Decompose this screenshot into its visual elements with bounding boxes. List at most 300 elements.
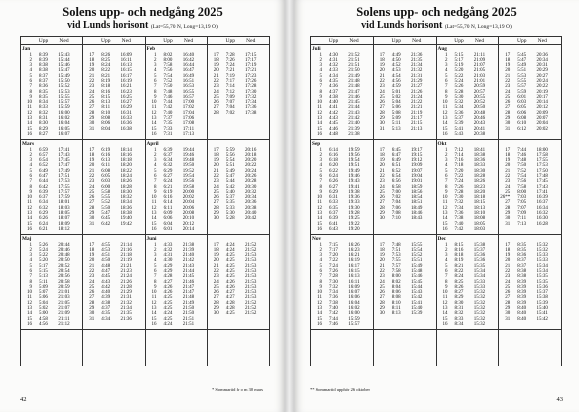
sunset-time: 20:34 — [536, 57, 548, 63]
sunrise-time: 7:37 — [163, 116, 173, 122]
sunset-time: 16:55 — [182, 89, 195, 95]
sunrise-time: 4:48 — [329, 131, 338, 137]
day-number: 26** — [500, 195, 511, 201]
sunrise-time: 8:18 — [101, 84, 111, 90]
sunset-time: 21:29 — [120, 290, 132, 296]
day-number: 23 — [89, 84, 95, 90]
day-number: 12 — [151, 110, 157, 116]
sunrise-time: 8:37 — [517, 258, 527, 264]
sunset-time: 20:04 — [182, 200, 195, 206]
sunset-time: 15:34 — [536, 263, 548, 269]
sunrise-time: 4:24 — [163, 311, 173, 317]
sunset-time: 21:09 — [58, 311, 70, 317]
sunset-time: 17:53 — [536, 163, 548, 169]
sunset-time: 20:58 — [58, 279, 70, 285]
day-number: 4 — [445, 163, 448, 169]
day-number: 11 — [27, 295, 32, 301]
sunset-time: 16:02 — [348, 306, 360, 312]
day-number: 2 — [154, 152, 157, 158]
sunrise-time: 7:35 — [163, 121, 173, 127]
sunrise-time: 5:08 — [391, 110, 401, 116]
day-number: 13 — [27, 306, 32, 312]
day-number: 29 — [505, 306, 511, 312]
sunrise-time: 6:01 — [517, 94, 527, 100]
sunset-time: 15:32 — [473, 316, 486, 322]
sunrise-time: 4:53 — [391, 68, 401, 74]
sunset-time: 20:50 — [473, 105, 486, 111]
sunset-time: 16:39 — [536, 195, 548, 201]
sunrise-time: 6:21 — [163, 184, 173, 190]
day-number: 17 — [505, 242, 511, 248]
day-number: 17 — [505, 147, 511, 153]
day-number: 5 — [154, 263, 157, 269]
sunset-time: 15:34 — [473, 274, 486, 280]
day-number: 2 — [319, 152, 322, 158]
day-number: 9 — [29, 94, 32, 100]
sunset-time: 20:08 — [182, 211, 195, 217]
sunrise-time: 8:15 — [101, 94, 111, 100]
sunrise-time: 4:37 — [329, 89, 338, 95]
day-number: 30 — [213, 311, 219, 317]
day-number: 3 — [154, 253, 157, 259]
sunset-time: 21:36 — [120, 316, 132, 322]
sunset-time: 21:26 — [411, 89, 423, 95]
sunrise-time: 6:34 — [163, 158, 173, 164]
day-number: 19 — [379, 63, 385, 69]
day-number: 11 — [151, 295, 157, 301]
sunset-time: 21:32 — [411, 68, 423, 74]
day-number: 25 — [505, 284, 511, 290]
sunrise-time: 8:33 — [39, 105, 48, 111]
sunrise-header: Upp — [101, 38, 111, 44]
sunrise-time: 8:26 — [454, 284, 464, 290]
day-number: 16 — [151, 321, 157, 327]
sunset-time: 21:18 — [120, 253, 132, 259]
sunset-time: 21:21 — [120, 263, 132, 269]
sunset-time: 18:24 — [120, 173, 132, 179]
sunrise-time: 8:32 — [39, 110, 48, 116]
day-number: 22 — [505, 173, 511, 179]
table-row — [83, 317, 144, 322]
day-number: 24 — [213, 279, 219, 285]
sunrise-time: 6:39 — [329, 216, 338, 222]
sunrise-time: 6:26 — [329, 179, 338, 185]
sunrise-time: 6:45 — [101, 216, 111, 222]
sunrise-time: 5:06 — [391, 105, 401, 111]
day-number: 12 — [27, 205, 32, 211]
day-number: 24 — [379, 184, 385, 190]
sunset-time: 20:41 — [473, 126, 486, 132]
sunset-time: 20:54 — [58, 268, 70, 274]
sunset-time: 21:32 — [120, 300, 132, 306]
sunrise-time: 7:28 — [329, 274, 338, 280]
day-header — [21, 37, 33, 44]
sunrise-time: 8:04 — [391, 284, 401, 290]
sunset-time: 20:46 — [473, 116, 486, 122]
sunset-time: 16:37 — [536, 200, 548, 206]
day-number: 3 — [319, 63, 322, 69]
day-number: 26 — [379, 195, 385, 201]
day-header — [499, 37, 511, 44]
sunset-time: 21:45 — [348, 100, 360, 106]
day-number: 9 — [154, 189, 157, 195]
day-number: 27 — [505, 200, 511, 206]
sunrise-time: 5:39 — [454, 121, 464, 127]
sunset-time: 16:53 — [182, 84, 195, 90]
day-number: 24 — [505, 279, 511, 285]
sunset-time: 19:54 — [182, 173, 195, 179]
sunset-time: 20:48 — [473, 110, 486, 116]
sunrise-time: 7:20 — [454, 168, 464, 174]
sunset-time: 17:08 — [182, 121, 195, 127]
sunset-time: 15:41 — [411, 300, 423, 306]
day-number: 26 — [379, 290, 385, 296]
day-number: 20 — [89, 68, 95, 74]
sunrise-time: 4:34 — [329, 73, 338, 79]
sunset-time: 15:59 — [58, 105, 70, 111]
sunset-time: 18:28 — [120, 184, 132, 190]
sunrise-time: 4:25 — [225, 253, 235, 259]
sunset-time: 21:52 — [245, 300, 257, 306]
table-row — [146, 227, 207, 232]
sunrise-time: 4:33 — [329, 68, 338, 74]
day-number: 22 — [89, 268, 95, 274]
sunset-time: 19:41 — [348, 184, 360, 190]
sunrise-time: 6:19 — [163, 189, 173, 195]
sunset-time: 20:43 — [473, 121, 486, 127]
sunrise-time: 8:38 — [39, 63, 48, 69]
sunset-time: 16:27 — [120, 100, 132, 106]
sunset-header: Ned — [474, 38, 485, 44]
month-rows — [208, 53, 269, 117]
sunrise-time: 6:06 — [163, 216, 173, 222]
sunrise-time: 8:02 — [163, 52, 173, 58]
sunrise-time: 4:56 — [39, 321, 48, 327]
day-number: 6 — [154, 268, 157, 274]
day-number: 22 — [213, 173, 219, 179]
coordinates: (Lat=55,70 N, Long=13,19 O) — [444, 24, 512, 30]
sunrise-time: 5:20 — [454, 68, 464, 74]
sunrise-time: 5:47 — [101, 211, 111, 217]
sunrise-time: 6:27 — [329, 184, 338, 190]
sunset-time: 20:22 — [536, 84, 548, 90]
sunrise-time: 8:31 — [39, 116, 48, 122]
sunset-time: 15:52 — [58, 84, 70, 90]
sunset-time: 21:24 — [411, 94, 423, 100]
month-block — [21, 45, 82, 140]
day-number: 17 — [379, 242, 385, 248]
day-number: 6 — [445, 268, 448, 274]
sunrise-time: 8:25 — [454, 279, 464, 285]
sunset-time: 21:27 — [411, 84, 423, 90]
day-number: 14 — [151, 216, 157, 222]
sunrise-time: 7:15 — [329, 242, 338, 248]
sunrise-time: 8:13 — [101, 100, 111, 106]
sunrise-time: 7:36 — [454, 211, 464, 217]
day-number: 28 — [213, 110, 219, 116]
day-number: 29 — [379, 116, 385, 122]
sunrise-time: 7:40 — [454, 221, 464, 227]
day-number: 22 — [213, 268, 219, 274]
month-block — [208, 140, 269, 235]
sunset-time: 21:44 — [348, 105, 360, 111]
day-number: 1 — [319, 242, 322, 248]
sunset-time: 20:02 — [182, 195, 195, 201]
day-number: 9 — [445, 189, 448, 195]
sunset-header: Ned — [59, 38, 69, 44]
column-header — [311, 36, 373, 45]
sunrise-time: 4:31 — [163, 253, 173, 259]
day-number: 8 — [29, 89, 32, 95]
month-rows — [21, 243, 82, 328]
sunrise-time: 7:42 — [329, 311, 338, 317]
sunset-time: 15:52 — [411, 253, 423, 259]
sunrise-time: 8:39 — [517, 279, 527, 285]
sunrise-time: 4:25 — [163, 306, 173, 312]
sunrise-time: 8:25 — [101, 57, 111, 63]
sunrise-time: 5:53 — [517, 73, 527, 79]
sunset-time: 17:41 — [58, 147, 70, 153]
sunrise-time: 5:55 — [517, 78, 527, 84]
sunset-time: 15:49 — [58, 73, 70, 79]
sunrise-time: 7:55 — [391, 258, 401, 264]
page-title: Solens upp- och nedgång 2025 — [356, 5, 517, 19]
sunset-time: 17:41 — [536, 189, 548, 195]
sunset-time: 19:25 — [348, 216, 360, 222]
sunrise-time: 7:53 — [391, 253, 401, 259]
sunset-time: 21:44 — [182, 268, 195, 274]
sunrise-time: 6:03 — [517, 100, 527, 106]
sunrise-time: 6:54 — [391, 173, 401, 179]
day-number: 19 — [213, 158, 219, 164]
sunset-time: 18:18 — [473, 195, 486, 201]
month-name: Mars — [22, 141, 35, 147]
sunrise-time: 7:30 — [329, 279, 338, 285]
sunset-time: 15:38 — [473, 242, 486, 248]
sunset-time: 17:59 — [58, 195, 70, 201]
day-number: 26 — [505, 100, 511, 106]
day-number: 9 — [319, 284, 322, 290]
day-number: 22 — [379, 173, 385, 179]
table-row — [437, 322, 499, 327]
sun-table-right — [310, 36, 562, 366]
day-number: 18 — [213, 57, 219, 63]
sunset-time: 16:19 — [120, 78, 132, 84]
day-number: 17 — [89, 147, 95, 153]
day-number: 16 — [27, 321, 32, 327]
day-number: 17 — [213, 147, 219, 153]
sunset-time: 19:48 — [182, 158, 195, 164]
day-number: 3 — [319, 158, 322, 164]
sunset-time: 16:09 — [348, 284, 360, 290]
sunset-time: 16:38 — [120, 126, 132, 132]
sunrise-time: 8:21 — [454, 263, 464, 269]
sunset-time: 16:36 — [120, 121, 132, 127]
day-number: 6 — [319, 268, 322, 274]
sunrise-time: 4:43 — [101, 279, 111, 285]
month-block — [83, 140, 144, 235]
column-header — [83, 36, 144, 45]
sunset-time: 18:34 — [120, 200, 132, 206]
sunrise-time: 6:27 — [163, 173, 173, 179]
sunset-time: 16:00 — [348, 311, 360, 317]
sunrise-time: 4:24 — [163, 321, 173, 327]
day-number: 10 — [27, 290, 32, 296]
day-number: 6 — [445, 78, 448, 84]
sunrise-time: 8:29 — [39, 126, 48, 132]
sunrise-time: 8:02 — [391, 279, 401, 285]
day-number: 11 — [442, 200, 448, 206]
sunset-time: 17:06 — [182, 116, 195, 122]
book-gutter — [285, 0, 294, 412]
day-number: 14 — [27, 121, 32, 127]
sunset-time: 20:40 — [245, 211, 257, 217]
day-number: 15 — [442, 221, 448, 227]
day-number: 19 — [213, 253, 219, 259]
month-rows — [21, 53, 82, 138]
sunrise-time: 4:46 — [329, 126, 338, 132]
sunset-time: 21:52 — [348, 52, 360, 58]
sunset-time: 18:36 — [473, 158, 486, 164]
day-number: 29 — [89, 211, 95, 217]
day-number: 29 — [379, 306, 385, 312]
day-number: 18 — [505, 247, 511, 253]
sunrise-time: 8:24 — [454, 274, 464, 280]
sunset-time: 19:46 — [182, 152, 195, 158]
sunrise-time: 8:35 — [39, 89, 48, 95]
sunset-time: 21:46 — [182, 279, 195, 285]
sunset-time: 21:50 — [182, 306, 195, 312]
day-number: 19 — [89, 63, 95, 69]
day-number: 8 — [29, 184, 32, 190]
sunrise-time: 4:35 — [329, 78, 338, 84]
day-number: 16 — [317, 226, 322, 232]
sunset-time: 15:53 — [58, 89, 70, 95]
sunset-time: 18:51 — [411, 200, 423, 206]
sunrise-time: 4:35 — [101, 311, 111, 317]
sunset-time: 21:38 — [182, 242, 195, 248]
day-number: 14 — [27, 311, 32, 317]
day-number: 18 — [379, 152, 385, 158]
sunrise-time: 6:42 — [101, 221, 111, 227]
table-row — [208, 311, 269, 316]
sunrise-time: 8:39 — [39, 57, 48, 63]
month-block — [374, 235, 436, 330]
sunrise-time: 6:08 — [517, 116, 527, 122]
day-number: 21 — [89, 263, 95, 269]
sunrise-time: 6:39 — [163, 147, 173, 153]
sunrise-time: 7:40 — [163, 110, 173, 116]
table-row — [311, 322, 373, 327]
sunset-time: 17:53 — [58, 179, 70, 185]
sunrise-time: 5:04 — [391, 100, 401, 106]
day-number: 21 — [213, 73, 219, 79]
sunrise-time: 5:51 — [225, 163, 235, 169]
sunrise-time: 4:51 — [101, 253, 111, 259]
day-number: 29 — [379, 211, 385, 217]
sunrise-time: 8:39 — [517, 295, 527, 301]
day-number: 2 — [154, 247, 157, 253]
column-header — [146, 36, 207, 45]
sunrise-time: 7:50 — [163, 84, 173, 90]
month-block — [208, 45, 269, 140]
month-name: Sep — [312, 141, 321, 147]
day-number: 2 — [29, 57, 32, 63]
sunrise-time: 4:27 — [225, 295, 235, 301]
sunset-time: 20:19 — [536, 89, 548, 95]
sunset-time: 18:08 — [473, 216, 486, 222]
day-number: 11 — [27, 105, 32, 111]
sunrise-time: 8:36 — [517, 253, 527, 259]
day-number: 1 — [445, 52, 448, 58]
sunrise-time: 4:54 — [391, 73, 401, 79]
day-number: 7 — [29, 274, 32, 280]
sunset-time: 16:15 — [120, 68, 132, 74]
sunrise-time: 6:49 — [391, 158, 401, 164]
sunset-time: 18:41 — [473, 147, 486, 153]
sunrise-time: 5:52 — [101, 200, 111, 206]
sunset-time: 21:48 — [348, 84, 360, 90]
sunset-time: 21:53 — [245, 268, 257, 274]
day-number: 21 — [505, 263, 511, 269]
sunset-time: 17:55 — [536, 158, 548, 164]
day-number: 3 — [445, 158, 448, 164]
day-number: 27 — [89, 105, 95, 111]
sunrise-time: 7:52 — [163, 78, 173, 84]
sunset-time: 17:50 — [536, 168, 548, 174]
sunset-time: 15:47 — [58, 68, 70, 74]
sunset-time: 15:54 — [411, 247, 423, 253]
sunset-time: 15:32 — [473, 321, 486, 327]
sunset-time: 18:36 — [120, 205, 132, 211]
sunset-time: 16:13 — [348, 274, 360, 280]
month-rows — [146, 148, 207, 233]
sunset-time: 21:53 — [245, 295, 257, 301]
sunset-time: 21:11 — [58, 316, 70, 322]
sunset-time: 19:56 — [182, 179, 195, 185]
sunset-time: 17:19 — [245, 63, 257, 69]
sunrise-time: 6:24 — [163, 179, 173, 185]
month-rows — [83, 243, 144, 322]
day-number: 3 — [154, 63, 157, 69]
sunset-time: 18:33 — [473, 163, 486, 169]
day-number: 10 — [442, 290, 448, 296]
sunrise-time: 6:00 — [101, 184, 111, 190]
day-number: 23 — [505, 84, 511, 90]
day-number: 18 — [89, 247, 95, 253]
day-number: 13 — [317, 116, 322, 122]
sunrise-time: 5:59 — [517, 89, 527, 95]
day-number: 21 — [505, 73, 511, 79]
sunrise-time: 8:38 — [517, 274, 527, 280]
sunrise-time: 5:13 — [39, 274, 48, 280]
sunset-time: 20:24 — [536, 78, 548, 84]
day-number: 21 — [379, 168, 385, 174]
sunrise-time: 7:24 — [454, 179, 464, 185]
sunrise-time: 6:32 — [163, 163, 173, 169]
sunrise-time: 5:49 — [225, 168, 235, 174]
sunset-time: 15:55 — [58, 94, 70, 100]
month-rows — [437, 243, 499, 328]
sunrise-time: 6:11 — [101, 163, 111, 169]
sunrise-time: 7:14 — [225, 84, 235, 90]
sunrise-time: 4:30 — [329, 52, 338, 58]
sunset-time: 19:17 — [411, 147, 423, 153]
sunset-time: 15:38 — [536, 295, 548, 301]
day-number: 7 — [29, 84, 32, 90]
day-number: 6 — [154, 78, 157, 84]
sunrise-time: 7:07 — [225, 100, 235, 106]
